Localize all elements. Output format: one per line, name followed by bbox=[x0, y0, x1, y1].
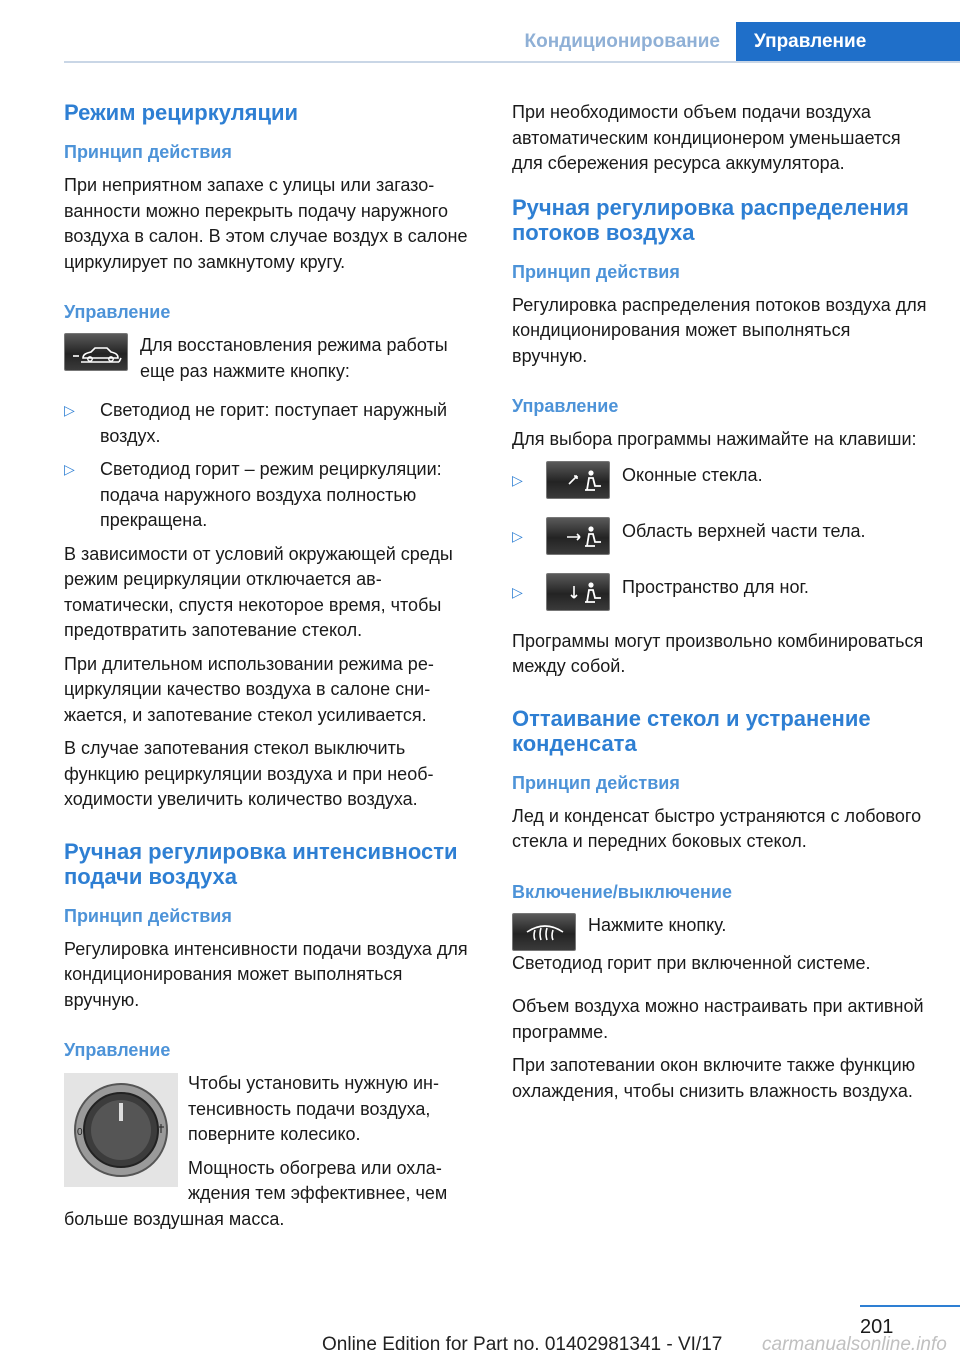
list-item bbox=[512, 573, 928, 611]
air-intensity-knob-icon bbox=[64, 1073, 178, 1187]
right-column bbox=[512, 100, 928, 1112]
distrib-title: Ручная регулировка распределения потоков воздуха bbox=[512, 194, 909, 245]
distrib-control-heading: Управление bbox=[512, 396, 619, 416]
defrost-button-icon bbox=[512, 913, 576, 951]
distrib-option-footwell: Пространство для ног. bbox=[622, 576, 809, 597]
recirculation-button-icon bbox=[64, 333, 128, 371]
recirc-principle-text: При неприятном запахе с улицы или загазованности можно перекрыть подачу наружного воздуха в салон. В этом случае воздух в салоне циркулирует по замкнутому кругу. bbox=[64, 175, 468, 272]
recirc-paragraph-2: При длительном использовании режима рециркуляции качество воздуха в салоне снижается, и запотевание стекол усиливается. bbox=[64, 653, 434, 725]
recirc-control-text: Для восстановления режима работы еще раз нажмите кнопку: bbox=[140, 335, 448, 381]
footer-divider bbox=[860, 1305, 960, 1307]
list-item bbox=[512, 517, 928, 555]
list-item bbox=[64, 457, 480, 534]
defrost-text-2: Светодиод горит при включенной системе. bbox=[512, 952, 871, 973]
recirc-control-heading: Управление bbox=[64, 302, 171, 322]
list-item bbox=[512, 461, 928, 499]
intensity-control-block bbox=[64, 1071, 480, 1232]
distrib-principle-text: Регулировка распределения потоков воздуха для кондиционирования может выполняться вручную. bbox=[512, 294, 927, 366]
distrib-control-text: Для выбора программы нажимайте на клавиши: bbox=[512, 429, 917, 449]
bullet-triangle-icon: ▷ bbox=[512, 527, 523, 544]
intensity-control-text-1: Чтобы установить нужную интенсивность подачи воздуха, поверните колесико. bbox=[188, 1073, 439, 1144]
intensity-title: Ручная регулировка интенсивности подачи воздуха bbox=[64, 838, 458, 889]
recirc-title: Режим рециркуляции bbox=[64, 100, 299, 125]
bullet-triangle-icon: ▷ bbox=[64, 461, 75, 477]
page-number: 201 bbox=[860, 1316, 894, 1338]
intensity-control-text-2: Мощность обогрева или охлаждения тем эффективнее, чем больше воздушная масса. bbox=[64, 1157, 448, 1229]
intro-text: При необходимости объем подачи воздуха автоматическим кондиционером уменьшается для сбережения ресурса аккумулятора. bbox=[512, 102, 901, 173]
defrost-title: Оттаивание стекол и устранение конденсата bbox=[512, 705, 871, 756]
bullet-triangle-icon: ▷ bbox=[64, 402, 75, 418]
distrib-option-windows: Оконные стекла. bbox=[622, 464, 763, 485]
defrost-principle-heading: Принцип действия bbox=[512, 772, 680, 793]
recirc-paragraph-1: В зависимости от условий окружающей среды режим рециркуляции отключается автоматически, спустя некоторое время, чтобы предотвратить запотевание стекол. bbox=[64, 543, 453, 640]
edition-note: Online Edition for Part no. 01402981341 - VI/17 bbox=[322, 1334, 723, 1355]
recirc-bullet-2: Светодиод горит – режим рециркуляции: подача наружного воздуха полностью прекращена. bbox=[100, 459, 442, 530]
left-column bbox=[64, 100, 480, 1240]
defrost-control-row bbox=[512, 913, 928, 951]
header-divider bbox=[64, 61, 960, 63]
intensity-control-heading: Управление bbox=[64, 1040, 171, 1060]
bullet-triangle-icon: ▷ bbox=[512, 583, 523, 600]
recirc-principle-heading: Принцип действия bbox=[64, 142, 232, 162]
defrost-principle-text: Лед и конденсат быстро устраняются с лобового стекла и передних боковых стекол. bbox=[512, 805, 922, 851]
upper-body-airflow-button-icon bbox=[546, 517, 610, 555]
intensity-principle-text: Регулировка интенсивности подачи воздуха для кондиционирования может выполняться вручную. bbox=[64, 938, 468, 1010]
windshield-airflow-button-icon bbox=[546, 461, 610, 499]
bullet-triangle-icon: ▷ bbox=[512, 471, 523, 488]
defrost-onoff-heading: Включение/выключение bbox=[512, 881, 732, 902]
recirc-paragraph-3: В случае запотевания стекол выключить функцию рециркуляции воздуха и при необходимости увеличить количество воздуха. bbox=[64, 738, 434, 809]
watermark: carmanualsonline.info bbox=[762, 1334, 947, 1355]
header-section-tab[interactable]: Кондиционирование bbox=[524, 31, 720, 52]
defrost-text-4: При запотевании окон включите также функцию охлаждения, чтобы снизить влажность воздуха. bbox=[512, 1055, 916, 1101]
distrib-option-upper-body: Область верхней части тела. bbox=[622, 520, 866, 541]
intensity-principle-heading: Принцип действия bbox=[64, 905, 232, 926]
list-item bbox=[64, 398, 480, 449]
recirc-control-row bbox=[64, 333, 480, 390]
defrost-text-1: Нажмите кнопку. bbox=[588, 914, 727, 935]
distrib-paragraph: Программы могут произвольно комбинироваться между собой. bbox=[512, 630, 924, 676]
footwell-airflow-button-icon bbox=[546, 573, 610, 611]
defrost-text-3: Объем воздуха можно настраивать при активной программе. bbox=[512, 996, 924, 1042]
recirc-bullet-1: Светодиод не горит: поступает наружный воздух. bbox=[100, 400, 448, 446]
header-active-tab[interactable]: Управление bbox=[736, 22, 960, 62]
distrib-principle-heading: Принцип действия bbox=[512, 261, 680, 282]
knob-zero-label: 0 bbox=[77, 1127, 83, 1138]
